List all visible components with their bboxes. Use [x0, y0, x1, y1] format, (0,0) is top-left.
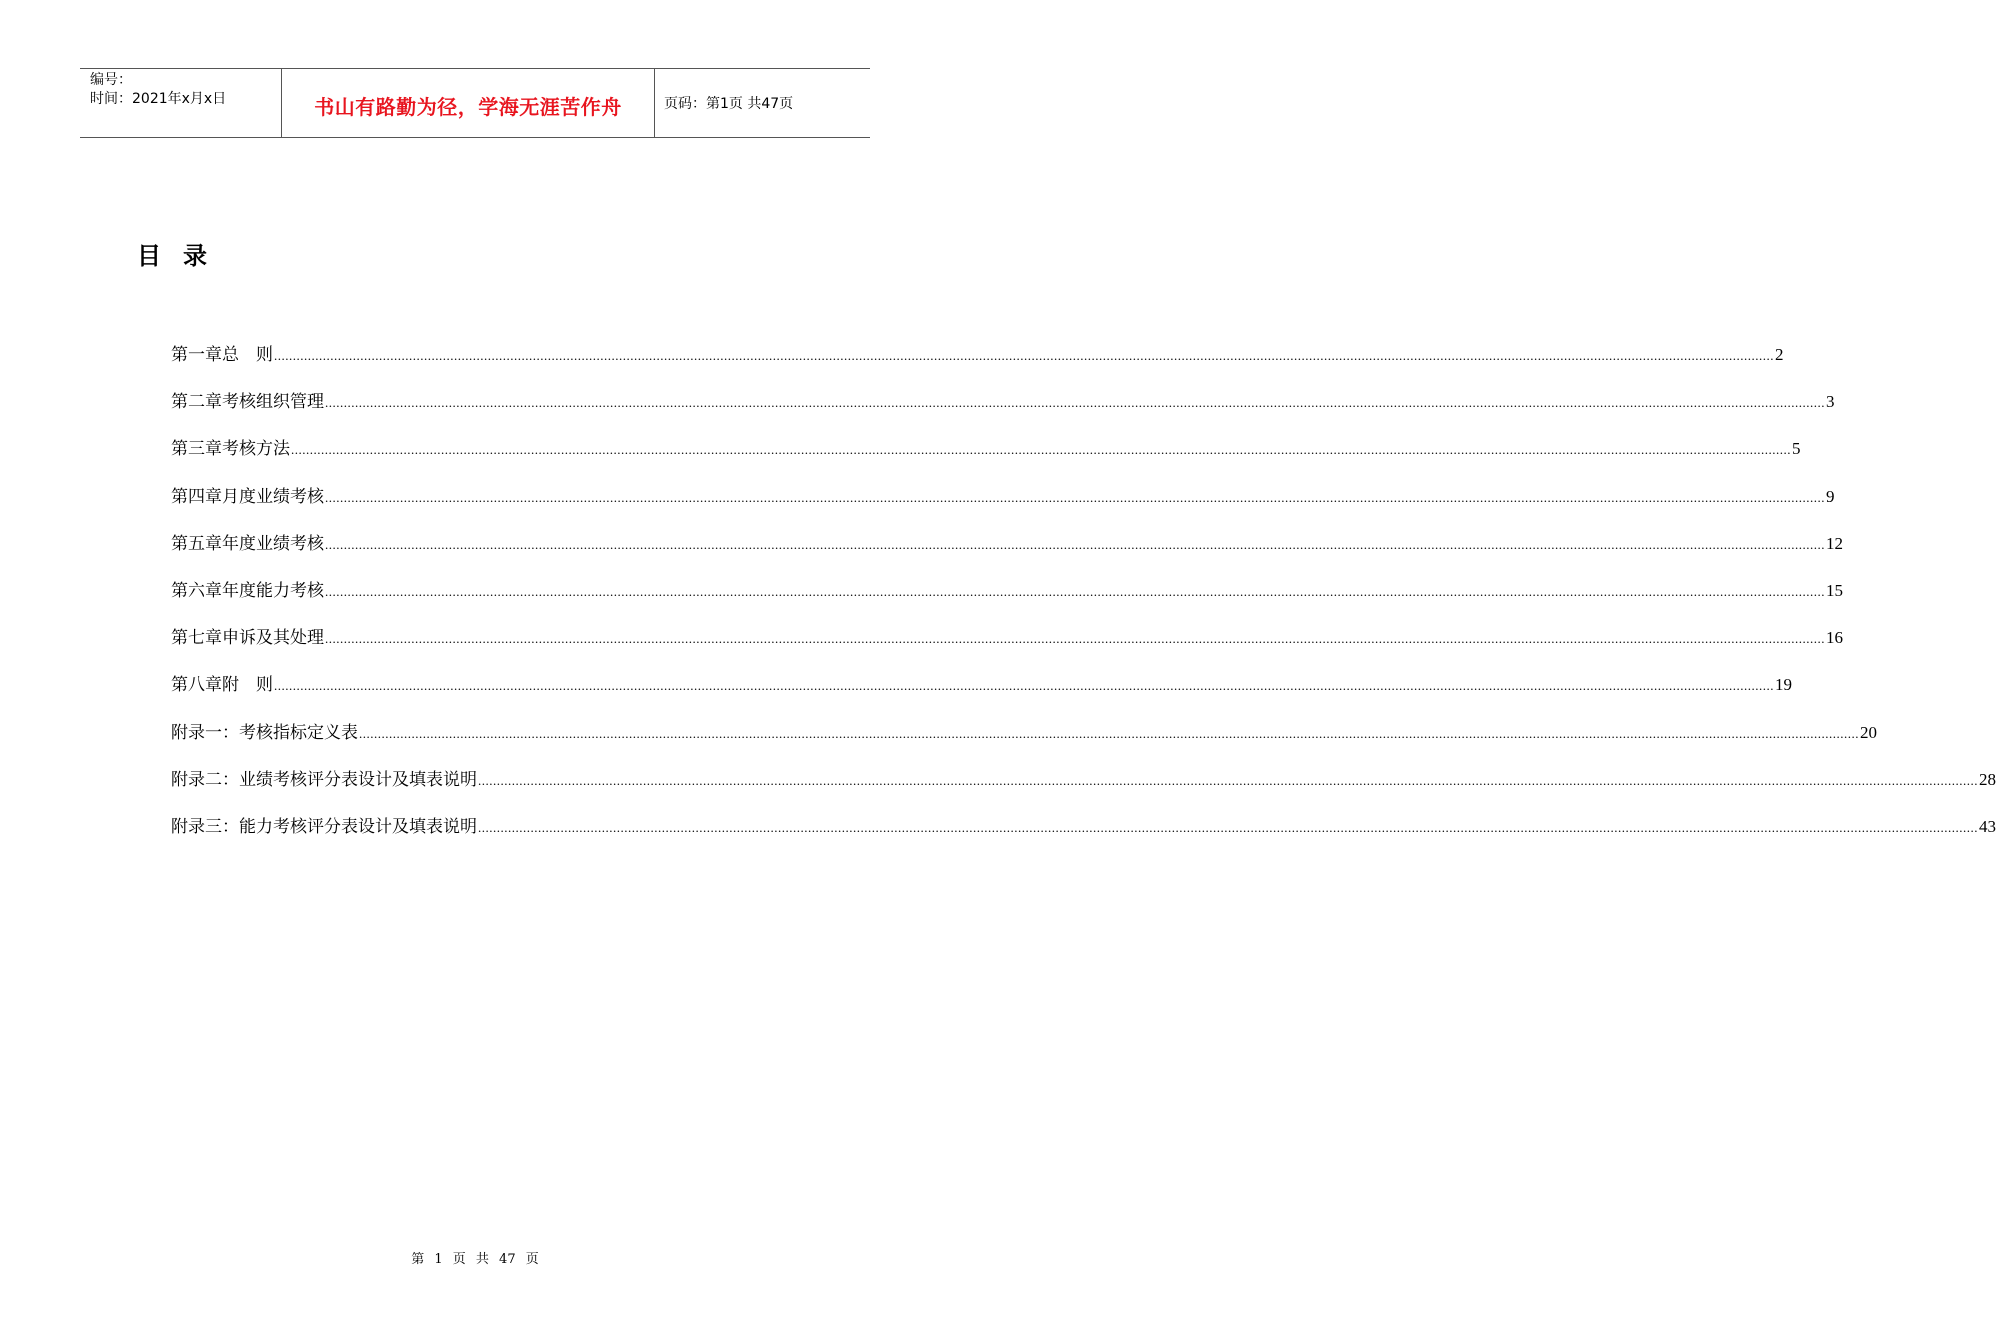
toc-page-number: 9 [1826, 486, 1835, 506]
toc-leader-dots: ................................................................................................................................................................................................................................................................................................................................................................................................................ [478, 772, 1978, 788]
toc-chapter-label: 第三章 [171, 439, 222, 460]
time-label: 时间：2021年x月x日 [90, 91, 227, 107]
toc-page-number: 3 [1826, 392, 1835, 412]
toc-entry[interactable] [171, 765, 1996, 812]
header-page-info: 页码：第1页 共47页 [664, 96, 794, 112]
toc-entry[interactable] [171, 670, 1792, 717]
toc-entry-title: 考核方法 [222, 439, 290, 460]
toc-chapter-label: 第四章 [171, 486, 222, 507]
toc-page-number: 12 [1826, 533, 1843, 553]
toc-page-number: 20 [1860, 722, 1877, 742]
toc-page-number: 19 [1775, 675, 1792, 695]
toc-chapter-label: 第二章 [171, 392, 222, 413]
toc-entry[interactable] [171, 623, 1843, 670]
toc-chapter-label: 附录二： [171, 769, 239, 790]
header-motto: 书山有路勤为径，学海无涯苦作舟 [314, 95, 622, 119]
toc-chapter-label: 附录一： [171, 722, 239, 743]
toc-chapter-label: 第五章 [171, 533, 222, 554]
toc-entry-title: 附 则 [222, 675, 273, 696]
toc-entry-title: 能力考核评分表设计及填表说明 [239, 816, 477, 837]
toc-entry[interactable] [171, 434, 1801, 481]
toc-title: 目录 [137, 242, 229, 270]
toc-page-number: 16 [1826, 628, 1843, 648]
toc-entry-title: 考核组织管理 [222, 392, 324, 413]
toc-leader-dots: ................................................................................................................................................................................................................................................................................................................................................................................................................ [325, 489, 1825, 505]
header-page-cell [655, 69, 870, 137]
toc-page-number: 5 [1792, 439, 1801, 459]
toc-leader-dots: ................................................................................................................................................................................................................................................................................................................................................................................................................ [325, 583, 1825, 599]
document-header [80, 68, 870, 138]
toc-leader-dots: ................................................................................................................................................................................................................................................................................................................................................................................................................ [291, 442, 1791, 458]
toc-entry[interactable] [171, 482, 1835, 529]
toc-leader-dots: ................................................................................................................................................................................................................................................................................................................................................................................................................ [325, 395, 1825, 411]
table-of-contents [171, 340, 1996, 859]
toc-entry[interactable] [171, 576, 1843, 623]
header-meta-cell [80, 69, 282, 137]
toc-leader-dots: ................................................................................................................................................................................................................................................................................................................................................................................................................ [359, 725, 1859, 741]
toc-leader-dots: ................................................................................................................................................................................................................................................................................................................................................................................................................ [325, 536, 1825, 552]
toc-entry-title: 总 则 [222, 345, 273, 365]
toc-entry-title: 年度能力考核 [222, 580, 324, 601]
toc-entry-title: 业绩考核评分表设计及填表说明 [239, 769, 477, 790]
header-motto-cell [282, 69, 655, 137]
toc-chapter-label: 第七章 [171, 628, 222, 649]
toc-page-number: 2 [1775, 345, 1784, 364]
toc-entry[interactable] [171, 812, 1996, 859]
toc-chapter-label: 第一章 [171, 345, 222, 365]
page-footer: 第 1 页 共 47 页 [411, 1252, 539, 1267]
toc-entry[interactable] [171, 387, 1835, 434]
toc-entry-title: 考核指标定义表 [239, 722, 358, 743]
toc-entry[interactable] [171, 529, 1843, 576]
toc-chapter-label: 第六章 [171, 580, 222, 601]
toc-entry-title: 月度业绩考核 [222, 486, 324, 507]
toc-entry[interactable] [171, 340, 1784, 387]
toc-chapter-label: 第八章 [171, 675, 222, 696]
serial-number-label: 编号： [90, 72, 132, 88]
toc-leader-dots: ................................................................................................................................................................................................................................................................................................................................................................................................................ [325, 631, 1825, 647]
toc-leader-dots: ................................................................................................................................................................................................................................................................................................................................................................................................................ [274, 678, 1774, 694]
toc-leader-dots: ................................................................................................................................................................................................................................................................................................................................................................................................................ [274, 348, 1774, 363]
toc-page-number: 15 [1826, 580, 1843, 600]
toc-entry[interactable] [171, 718, 1877, 765]
toc-page-number: 43 [1979, 816, 1996, 836]
toc-entry-title: 年度业绩考核 [222, 533, 324, 554]
toc-chapter-label: 附录三： [171, 816, 239, 837]
toc-entry-title: 申诉及其处理 [222, 628, 324, 649]
toc-leader-dots: ................................................................................................................................................................................................................................................................................................................................................................................................................ [478, 819, 1978, 835]
toc-page-number: 28 [1979, 769, 1996, 789]
